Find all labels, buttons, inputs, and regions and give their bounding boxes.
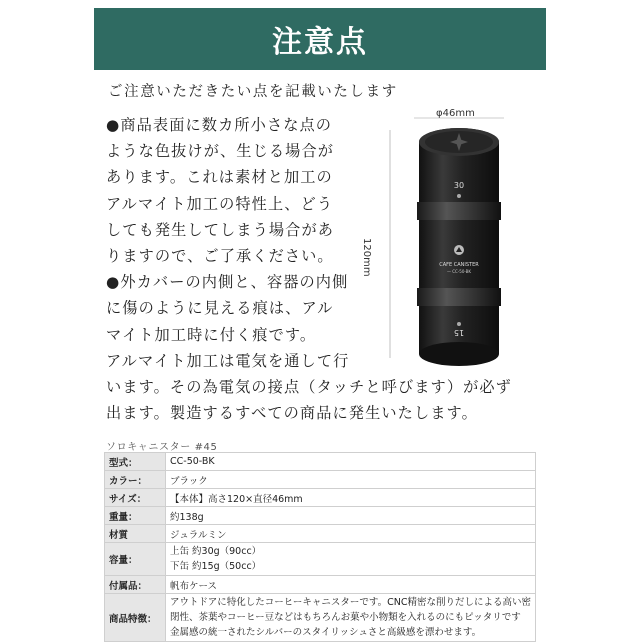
canister-illustration <box>384 100 534 370</box>
spec-value-line: 閉性、茶葉やコーヒー豆などはもちろんお菓や小物類を入れるのにもピッタリです <box>170 612 521 623</box>
spec-key: 容量： <box>105 543 166 576</box>
logo-text: CAFE CANISTER <box>439 262 479 268</box>
top-volume-mark: 30 <box>453 181 465 190</box>
note-line: あります。これは素材と加工の <box>106 168 333 187</box>
spec-table <box>104 452 536 642</box>
bottom-volume-mark: 15 <box>453 328 465 337</box>
table-row <box>105 453 536 471</box>
note-line: います。その為電気の接点（タッチと呼びます）が必ず <box>106 378 512 396</box>
spec-value <box>166 543 536 576</box>
spec-key: 商品特徴： <box>105 594 166 642</box>
spec-key: 材質 <box>105 525 166 543</box>
lower-grip-ring <box>417 288 501 306</box>
spec-key: 付属品： <box>105 576 166 594</box>
spec-value-line: 上缶 約30g（90cc） <box>170 546 262 557</box>
spec-value-line: 下缶 約15g（50cc） <box>170 561 262 572</box>
table-row <box>105 525 536 543</box>
spec-value: ブラック <box>166 471 536 489</box>
spec-value: ジュラルミン <box>166 525 536 543</box>
note-line: 出ます。製造するすべての商品に発生いたします。 <box>106 404 478 423</box>
note-line: りますので、ご了承ください。 <box>106 247 334 266</box>
title-banner <box>94 8 546 70</box>
product-canister-image <box>384 100 534 370</box>
spec-value: 約138g <box>166 507 536 525</box>
note-line: しても発生してしまう場合があ <box>106 220 335 239</box>
table-row <box>105 489 536 507</box>
spec-key: 重量： <box>105 507 166 525</box>
notes-tail <box>106 374 512 426</box>
note-line: ●外カバーの内側と、容器の内側 <box>106 273 349 292</box>
table-row <box>105 543 536 576</box>
note-line: ような色抜けが、生じる場合が <box>106 142 335 161</box>
height-dimension-label: 120mm <box>361 238 372 277</box>
width-dimension-label: φ46mm <box>436 108 475 119</box>
product-caption: ソロキャニスター #45 <box>106 442 218 453</box>
note-line: ●商品表面に数カ所小さな点の <box>106 116 333 134</box>
model-text: — CC-50-BK <box>446 269 472 274</box>
spec-value-line: 金属感の統一されたシルバーのスタイリッシュさと高級感を漂わせます。 <box>170 627 482 638</box>
spec-value: 帆布ケース <box>166 576 536 594</box>
intro-text: ご注意いただきたい点を記載いたします <box>108 84 398 100</box>
spec-value: 【本体】高さ120×直径46mm <box>166 489 536 507</box>
spec-key: サイズ： <box>105 489 166 507</box>
table-row <box>105 594 536 642</box>
spec-key: 型式： <box>105 453 166 471</box>
table-row <box>105 507 536 525</box>
table-row <box>105 471 536 489</box>
banner-title: 注意点 <box>272 25 368 60</box>
table-row <box>105 576 536 594</box>
note-line: アルマイト加工は電気を通して行 <box>106 351 350 370</box>
note-line: マイト加工時に付く痕です。 <box>106 325 317 344</box>
upper-grip-ring <box>417 202 501 220</box>
spec-value: CC-50-BK <box>166 453 536 471</box>
note-line: アルマイト加工の特性上、どう <box>106 194 334 213</box>
spec-value <box>166 594 536 642</box>
spec-value-line: アウトドアに特化したコーヒーキャニスターです。CNC精密な削りだしによる高い密 <box>170 597 531 608</box>
spec-key: カラー： <box>105 471 166 489</box>
note-line: に傷のように見える痕は、アル <box>106 299 334 318</box>
